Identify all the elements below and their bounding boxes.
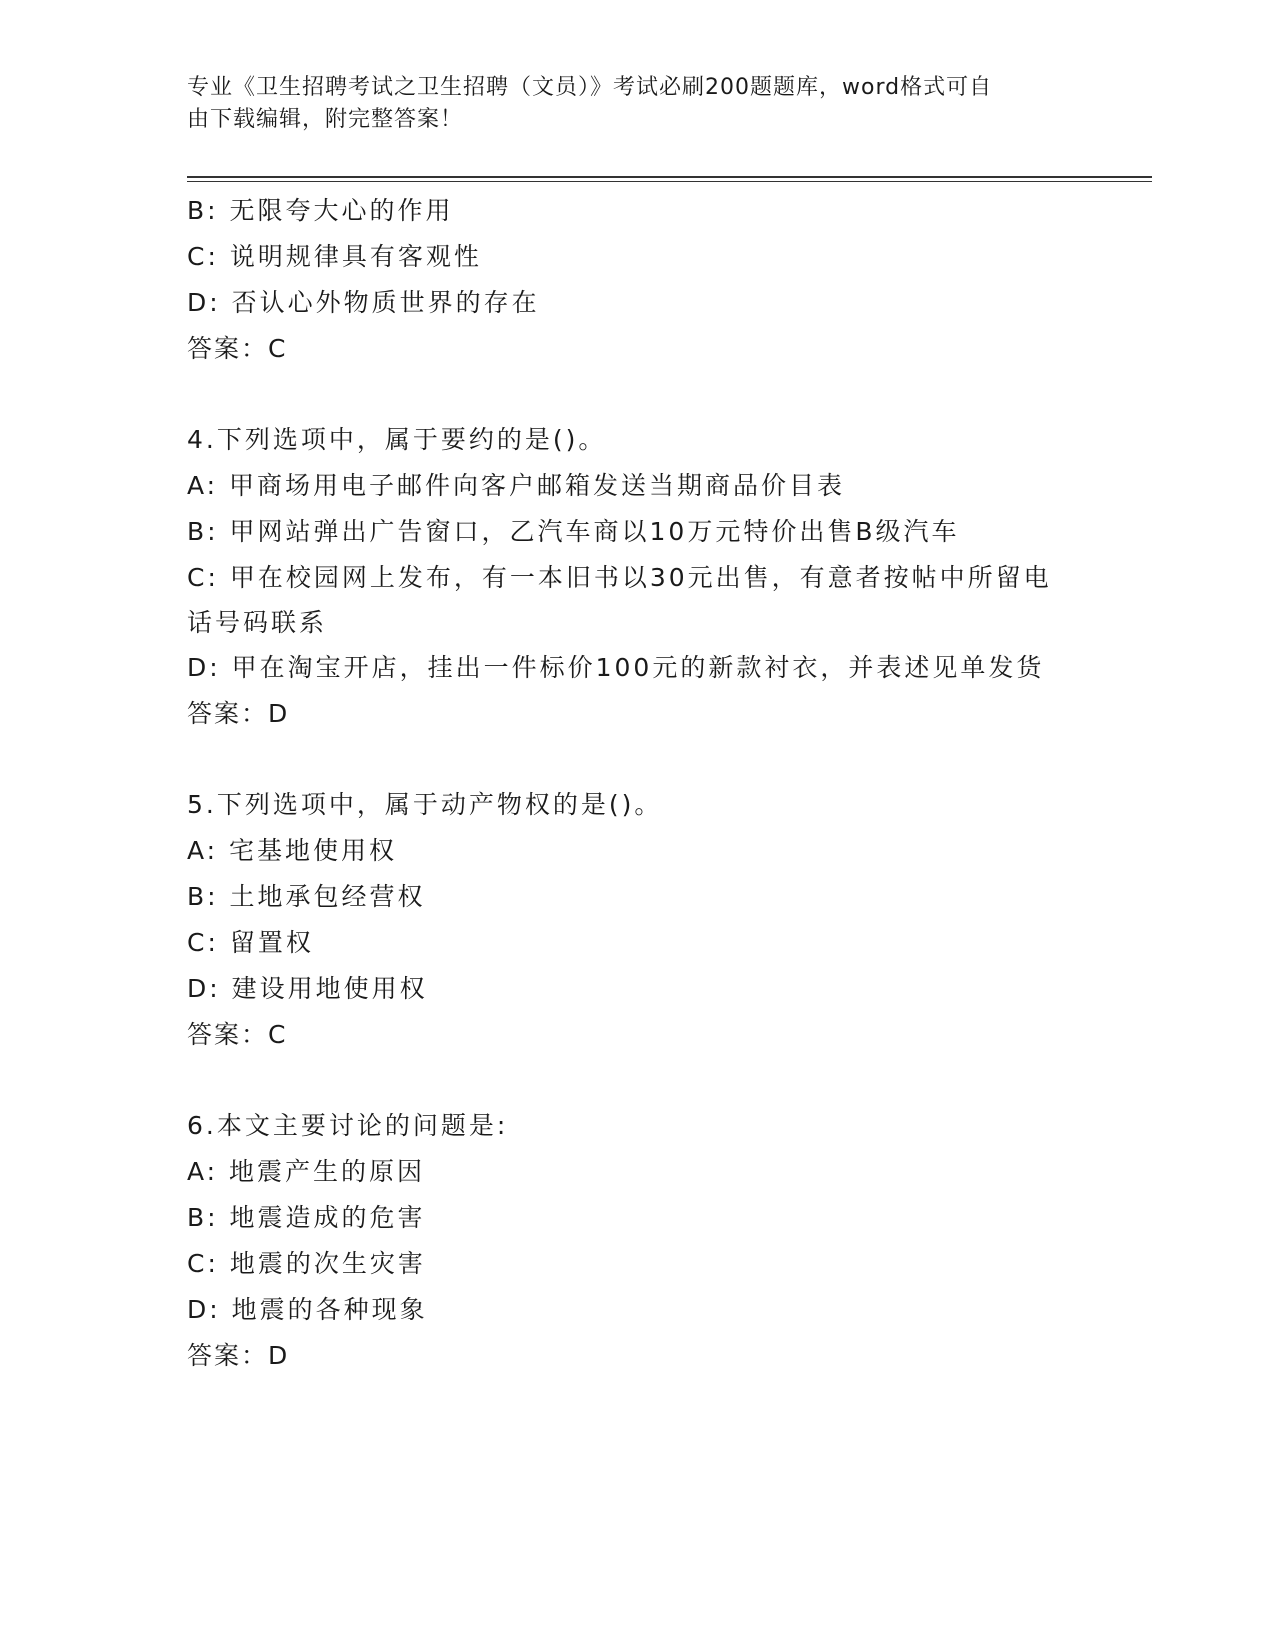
- q6-option-d: D: 地震的各种现象: [187, 1295, 428, 1324]
- question-5-block: [187, 782, 1087, 1058]
- header-line-1: 专业《卫生招聘考试之卫生招聘（文员）》考试必刷200题题库，word格式可自: [187, 75, 993, 100]
- header-divider-bottom: [187, 181, 1152, 182]
- q5-question: 5.下列选项中，属于动产物权的是()。: [187, 790, 663, 819]
- q6-option-b: B: 地震造成的危害: [187, 1203, 426, 1232]
- header-line-2: 由下载编辑，附完整答案！: [187, 107, 464, 132]
- question-6-block: [187, 1103, 1087, 1379]
- document-header: [187, 72, 1067, 136]
- q4-option-b: B: 甲网站弹出广告窗口，乙汽车商以10万元特价出售B级汽车: [187, 517, 960, 546]
- spacer: [187, 1058, 1087, 1103]
- question-4-block: [187, 417, 1087, 737]
- q3-answer: 答案：C: [187, 334, 288, 363]
- question-3-block: [187, 188, 1087, 372]
- q6-answer: 答案：D: [187, 1341, 290, 1370]
- q3-option-b: B: 无限夸大心的作用: [187, 196, 454, 225]
- q5-option-c: C: 留置权: [187, 928, 314, 957]
- document-body: [187, 188, 1087, 1379]
- spacer: [187, 737, 1087, 782]
- q3-option-c: C: 说明规律具有客观性: [187, 242, 482, 271]
- q3-option-d: D: 否认心外物质世界的存在: [187, 288, 540, 317]
- q5-option-d: D: 建设用地使用权: [187, 974, 428, 1003]
- q6-option-c: C: 地震的次生灾害: [187, 1249, 426, 1278]
- q4-answer: 答案：D: [187, 699, 290, 728]
- q4-question: 4.下列选项中，属于要约的是()。: [187, 425, 607, 454]
- q4-option-a: A: 甲商场用电子邮件向客户邮箱发送当期商品价目表: [187, 471, 846, 500]
- q4-option-d: D: 甲在淘宝开店，挂出一件标价100元的新款衬衣，并表述见单发货: [187, 653, 1045, 682]
- q6-question: 6.本文主要讨论的问题是:: [187, 1111, 509, 1140]
- q5-option-a: A: 宅基地使用权: [187, 836, 398, 865]
- q4-option-c: C: 甲在校园网上发布，有一本旧书以30元出售，有意者按帖中所留电话号码联系: [187, 563, 1052, 637]
- q5-answer: 答案：C: [187, 1020, 288, 1049]
- q6-option-a: A: 地震产生的原因: [187, 1157, 426, 1186]
- header-divider-top: [187, 176, 1152, 178]
- q5-option-b: B: 土地承包经营权: [187, 882, 426, 911]
- spacer: [187, 372, 1087, 417]
